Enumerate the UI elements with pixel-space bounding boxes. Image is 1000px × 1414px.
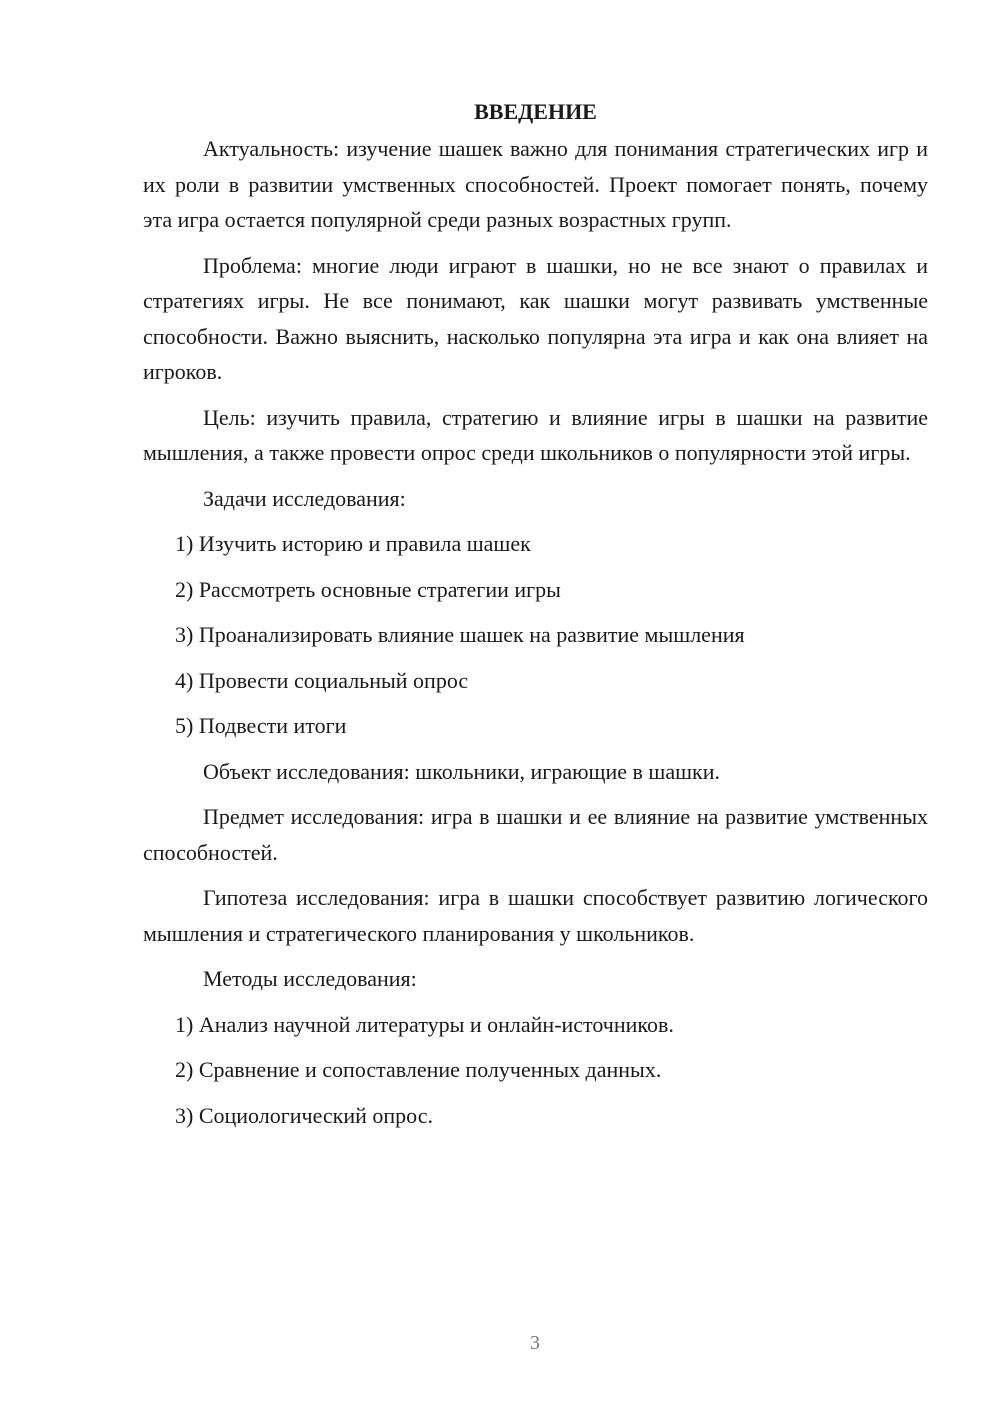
list-item: 3) Социологический опрос. bbox=[175, 1102, 433, 1128]
list-item: 2) Сравнение и сопоставление полученных данных. bbox=[175, 1057, 662, 1082]
list-item: 3) Проанализировать влияние шашек на развитие мышления bbox=[175, 622, 745, 647]
list-item: 2) Рассмотреть основные стратегии игры bbox=[175, 576, 561, 602]
section-heading: ВВЕДЕНИЕ bbox=[474, 99, 597, 124]
problem-paragraph: Проблема: многие люди играют в шашки, но не все знают о правилах и стратегиях игры. Не все понимают, как шашки могут развивать умственные способности. Важно выяснить, насколько популярна эта игра и как она влияет на игроков. bbox=[143, 252, 928, 384]
list-item: 5) Подвести итоги bbox=[175, 713, 347, 738]
page-number: 3 bbox=[530, 1332, 540, 1354]
hypothesis-paragraph: Гипотеза исследования: игра в шашки способствует развитию логического мышления и стратегического планирования у школьников. bbox=[143, 885, 928, 946]
methods-list bbox=[143, 1007, 928, 1134]
tasks-label: Задачи исследования: bbox=[203, 485, 406, 511]
page-content bbox=[143, 94, 928, 1143]
methods-label: Методы исследования: bbox=[203, 966, 417, 991]
relevance-paragraph: Актуальность: изучение шашек важно для понимания стратегических игр и их роли в развитии умственных способностей. Проект помогает понять, почему эта игра остается популярной среди разных возрастных групп. bbox=[143, 136, 928, 232]
tasks-list bbox=[143, 526, 928, 744]
subject-paragraph: Предмет исследования: игра в шашки и ее влияние на развитие умственных способностей. bbox=[143, 804, 928, 865]
list-item: 1) Изучить историю и правила шашек bbox=[175, 531, 531, 556]
object-paragraph: Объект исследования: школьники, играющие в шашки. bbox=[203, 758, 720, 784]
goal-paragraph: Цель: изучить правила, стратегию и влияние игры в шашки на развитие мышления, а также провести опрос среди школьников о популярности этой игры. bbox=[143, 404, 928, 465]
list-item: 4) Провести социальный опрос bbox=[175, 667, 469, 693]
list-item: 1) Анализ научной литературы и онлайн-источников. bbox=[175, 1011, 674, 1037]
